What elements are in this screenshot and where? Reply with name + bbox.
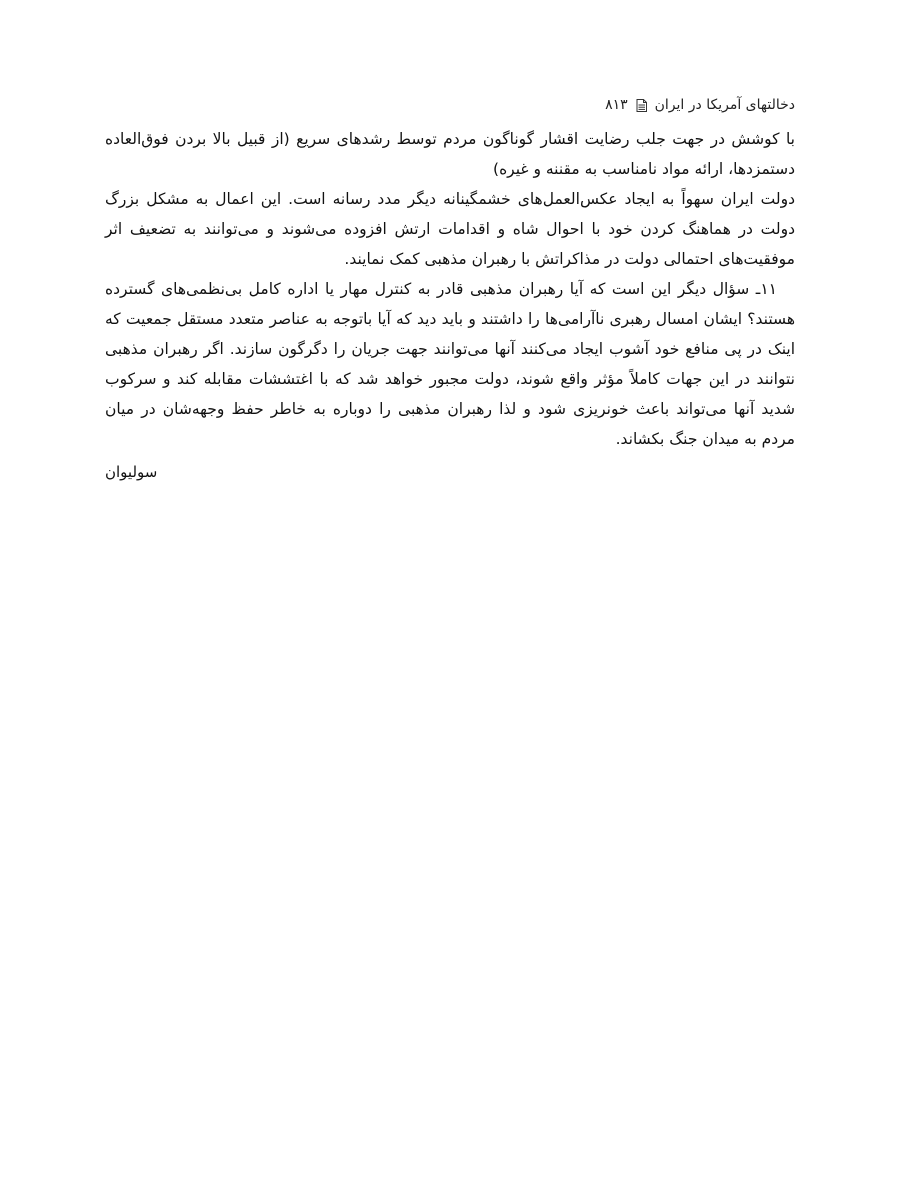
signature: سولیوان bbox=[105, 463, 158, 481]
running-header-title: دخالتهای آمریکا در ایران bbox=[654, 97, 795, 113]
document-page bbox=[105, 92, 795, 486]
paragraph-2: دولت ایران سهواً به ایجاد عکس‌العمل‌های خشمگینانه دیگر مدد رسانه است. این اعمال به مشکل بزرگ دولت در هماهنگ کردن خود با احوال شاه و اقدامات ارتش افزوده می‌شوند و می‌توانند به تضعیف اثر موفقیت‌های احتمالی دولت در مذاکراتش با رهبران مذهبی کمک نمایند. bbox=[105, 190, 795, 268]
paragraph-3: ۱۱ـ سؤال دیگر این است که آیا رهبران مذهبی قادر به کنترل مهار یا اداره کامل بی‌نظمی‌های گسترده هستند؟ ایشان امسال رهبری ناآرامی‌ها را داشتند و باید دید که آیا باتوجه به عناصر متعدد مستقل جمعیت که اینک در پی منافع خود آشوب ایجاد می‌کنند آنها می‌توانند جهت جریان را دگرگون سازند. اگر رهبران مذهبی نتوانند در این جهات کاملاً مؤثر واقع شوند، دولت مجبور خواهد شد که با اغتششات مقابله کند و سرکوب شدید آنها می‌تواند باعث خونریزی شود و لذا رهبران مذهبی را دوباره به خاطر حفظ وجهه‌شان در میان مردم به میدان جنگ بکشاند. bbox=[105, 280, 795, 448]
page-number: ۸۱۳ bbox=[605, 97, 628, 113]
body-text bbox=[105, 124, 795, 454]
document-icon bbox=[636, 99, 647, 112]
paragraph-1: با کوشش در جهت جلب رضایت اقشار گوناگون مردم توسط رشدهای سریع (از قبیل بالا بردن فوق‌العاده دستمزدها، ارائه مواد نامناسب به مقننه و غیره) bbox=[105, 130, 795, 178]
running-header bbox=[105, 92, 795, 118]
